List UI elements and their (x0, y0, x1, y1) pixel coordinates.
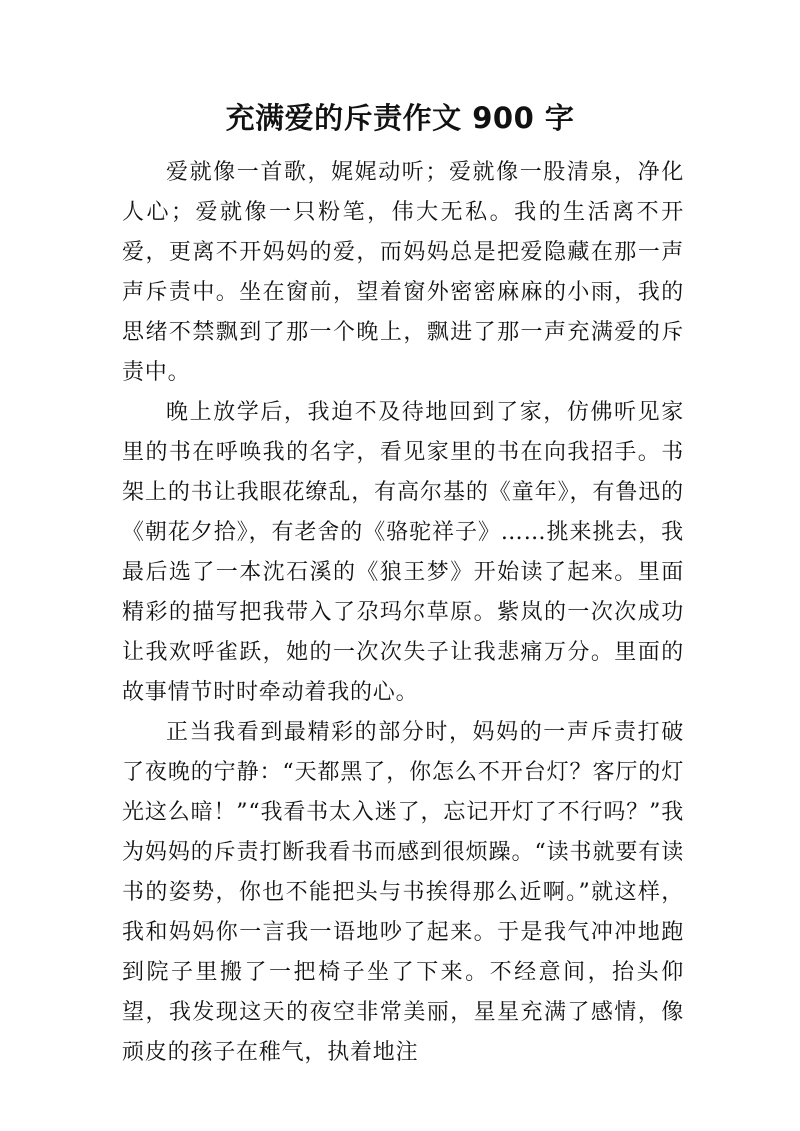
paragraph-3: 正当我看到最精彩的部分时，妈妈的一声斥责打破了夜晚的宁静：“天都黑了，你怎么不开台灯？客厅的灯光这么暗！”“我看书太入迷了，忘记开灯了不行吗？”我为妈妈的斥责打断我看书而感到很烦躁。“读书就要有读书的姿势，你也不能把头与书挨得那么近啊。”就这样，我和妈妈你一言我一语地吵了起来。于是我气冲冲地跑到院子里搬了一把椅子坐了下来。不经意间，抬头仰望，我发现这天的夜空非常美丽，星星充满了感情，像顽皮的孩子在稚气，执着地注 (122, 720, 684, 1065)
paragraph-2: 晚上放学后，我迫不及待地回到了家，仿佛听见家里的书在呼唤我的名字，看见家里的书在向我招手。书架上的书让我眼花缭乱，有高尔基的《童年》，有鲁迅的《朝花夕拾》，有老舍的《骆驼祥子》……挑来挑去，我最后选了一本沈石溪的《狼王梦》开始读了起来。里面精彩的描写把我带入了尕玛尔草原。紫岚的一次次成功让我欢呼雀跃，她的一次次失子让我悲痛万分。里面的故事情节时时牵动着我的心。 (122, 400, 684, 705)
paragraph-1: 爱就像一首歌，娓娓动听；爱就像一股清泉，净化人心；爱就像一只粉笔，伟大无私。我的生活离不开爱，更离不开妈妈的爱，而妈妈总是把爱隐藏在那一声声斥责中。坐在窗前，望着窗外密密麻麻的小雨，我的思绪不禁飘到了那一个晚上，飘进了那一声充满爱的斥责中。 (122, 160, 684, 385)
document-body (122, 153, 684, 1073)
document-title: 充满爱的斥责作文 900 字 (225, 101, 575, 135)
